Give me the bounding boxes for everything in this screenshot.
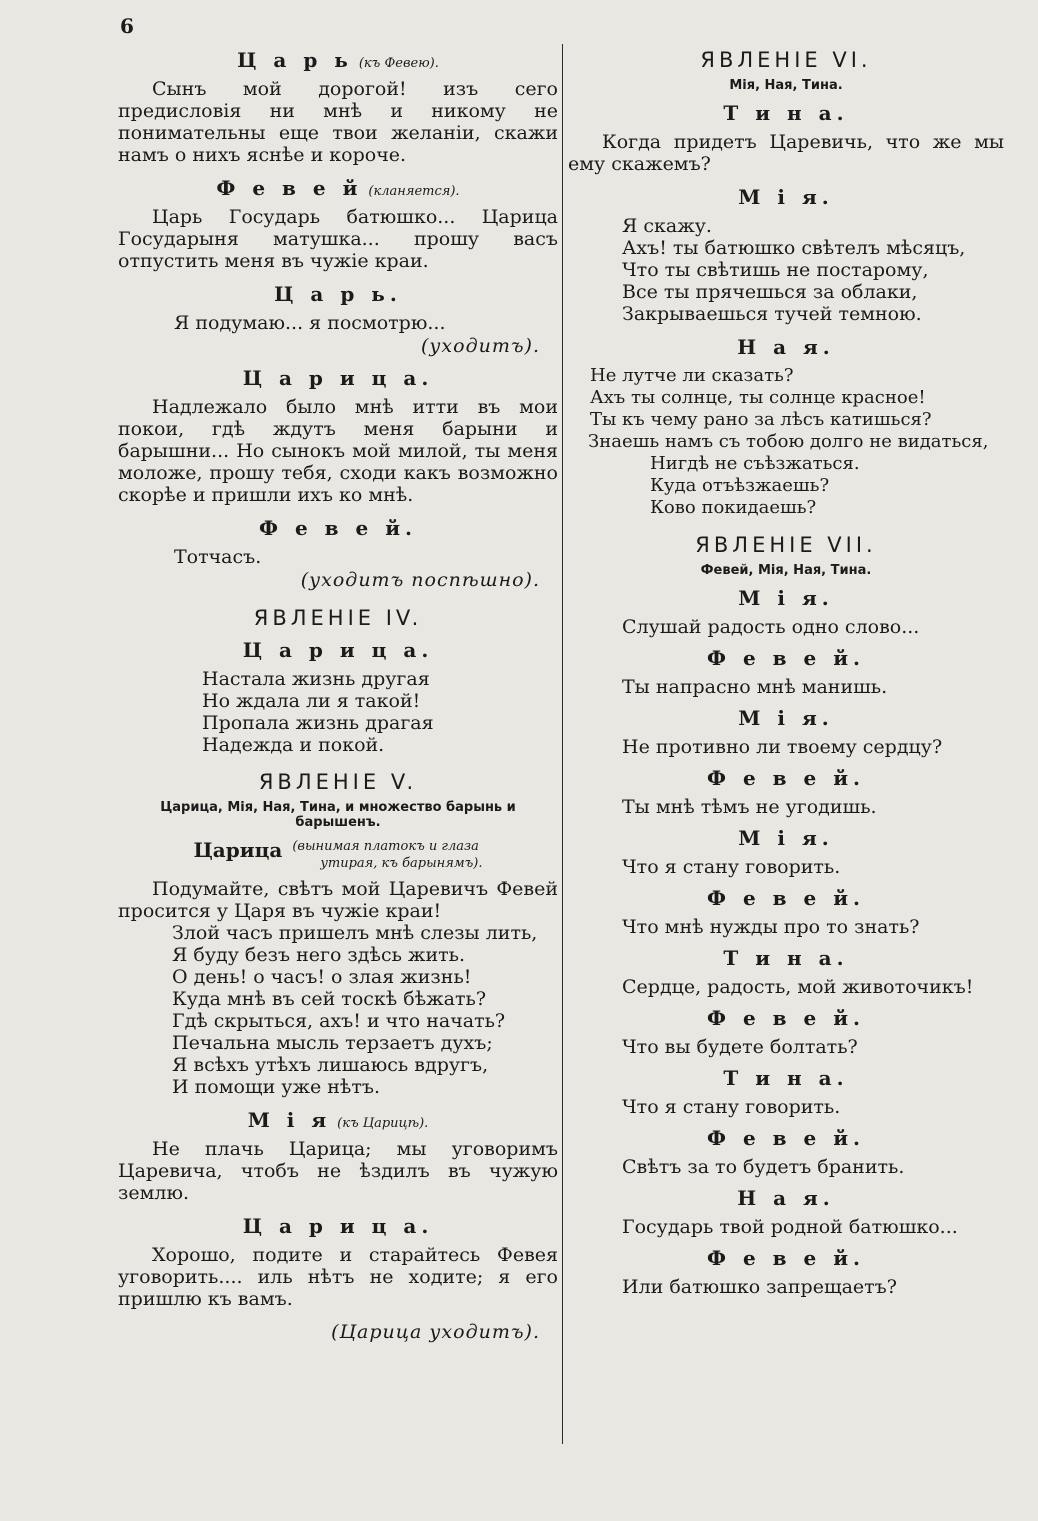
speaker-heading [118,176,558,200]
stage-direction: (Царица уходитъ). [331,1321,540,1343]
dialogue-line: Ты мнѣ тѣмъ не угодишь. [622,796,877,818]
speaker-heading [118,838,558,872]
scene-cast: Февей, Мія, Ная, Тина. [700,563,872,578]
speaker-heading: Ф е в е й. [707,766,865,790]
speaker-heading: Ф е в е й. [707,1126,865,1150]
dialogue-text: Не плачь Царица; мы уговоримъ Царевича, чтобъ не ѣздилъ въ чужую землю. [118,1138,558,1204]
verse-line: Ты къ чему рано за лѣсъ катишься? [590,409,932,430]
stage-direction: (кланяется). [368,184,460,199]
scene-cast: Мія, Ная, Тина. [729,78,843,93]
scene-cast: Царица, Мія, Ная, Тина, и множество барынь и барышенъ. [160,800,516,830]
dialogue-line: Что я стану говорить. [622,1096,841,1118]
verse-line: Я буду безъ него здѣсь жить. [172,944,466,966]
speaker-heading: М і я. [738,185,834,209]
verse-line: Печальна мысль терзаетъ духъ; [172,1032,493,1054]
dialogue-text: Когда придетъ Царевичь, что же мы ему скажемъ? [568,131,1004,175]
dialogue-line: Что я стану говорить. [622,856,841,878]
verse-line: Что ты свѣтишь не постарому, [622,259,929,281]
dialogue-text: Царь Государь батюшко... Царица Государыня матушка... прошу васъ отпустить меня въ чужіе краи. [118,206,558,272]
speaker-heading: Ф е в е й. [707,1246,865,1270]
stage-direction: (уходитъ). [421,335,540,357]
dialogue-line: Или батюшко запрещаетъ? [622,1276,897,1298]
dialogue-text: Подумайте, свѣтъ мой Царевичъ Февей просится у Царя въ чужіе краи! [118,878,558,922]
stage-direction: (къ Царицѣ). [337,1116,429,1131]
dialogue-line: Что мнѣ нужды про то знать? [622,916,920,938]
verse-line: Но ждала ли я такой! [202,690,421,712]
left-column [118,40,558,1352]
dialogue-text: Хорошо, подите и старайтесь Февея уговорить.... иль нѣтъ не ходите; я его пришлю къ вамъ. [118,1244,558,1310]
speaker-heading: Ф е в е й. [259,516,417,540]
right-column [568,48,1004,1306]
verse-line: И помощи уже нѣтъ. [172,1076,380,1098]
scene-title: ЯВЛЕНІЕ VII. [695,533,877,557]
speaker-heading: М і я. [738,706,834,730]
speaker-heading: Ц а р ь. [274,282,402,306]
speaker-name: Ц а р ь [237,48,353,72]
dialogue-line: Тотчасъ. [174,546,262,568]
verse-line: Знаешь намъ съ тобою долго не видаться, [588,431,989,452]
scene-title: ЯВЛЕНІЕ IV. [253,606,423,630]
speaker-heading: Ц а р и ц а. [242,366,434,390]
speaker-name: М і я [247,1108,332,1132]
verse-line: Пропала жизнь драгая [202,712,434,734]
dialogue-line: Что вы будете болтать? [622,1036,858,1058]
verse-block [568,215,1004,325]
speaker-heading [118,48,558,72]
dialogue-text: Надлежало было мнѣ итти въ мои покои, гдѣ ждутъ меня барыни и барышни... Но сынокъ мой милой, ты меня моложе, прошу тебя, сходи какъ возможно скорѣе и пришли ихъ ко мнѣ. [118,396,558,506]
verse-line: Надежда и покой. [202,734,385,756]
verse-block [568,365,1004,519]
speaker-heading: Н а я. [737,335,835,359]
verse-line: Ахъ ты солнце, ты солнце красное! [590,387,926,408]
stage-direction: (уходитъ поспѣшно). [300,569,540,591]
scene-title: ЯВЛЕНІЕ V. [258,770,418,794]
verse-block [118,922,558,1098]
speaker-heading: Н а я. [737,1186,835,1210]
verse-line: Ахъ! ты батюшко свѣтелъ мѣсяцъ, [622,237,966,259]
verse-line: Не лутче ли сказать? [590,365,794,386]
speaker-name: Царица [193,838,283,862]
verse-line: Я всѣхъ утѣхъ лишаюсь вдругъ, [172,1054,489,1076]
speaker-name: Ф е в е й [216,176,363,200]
dialogue-line: Ты напрасно мнѣ манишь. [622,676,888,698]
speaker-heading: М і я. [738,826,834,850]
dialogue-line: Сердце, радость, мой животочикъ! [622,976,974,998]
dialogue-line: Государь твой родной батюшко... [622,1216,958,1238]
verse-line: О день! о часъ! о злая жизнь! [172,966,472,988]
verse-block [118,668,558,756]
speaker-heading: Т и н а. [723,946,849,970]
dialogue-line: Я подумаю... я посмотрю... [174,312,446,334]
speaker-heading: М і я. [738,586,834,610]
verse-line: Куда мнѣ въ сей тоскѣ бѣжать? [172,988,487,1010]
verse-line: Злой часъ пришелъ мнѣ слезы лить, [172,922,538,944]
verse-line: Куда отъѣзжаешь? [650,475,830,496]
speaker-heading: Ф е в е й. [707,886,865,910]
column-divider [562,44,563,1444]
dialogue-line: Свѣтъ за то будетъ бранить. [622,1156,905,1178]
stage-direction [292,838,482,872]
stage-direction: (къ Февею). [358,56,439,71]
page-number: 6 [120,14,134,38]
scene-title: ЯВЛЕНІЕ VI. [700,48,872,72]
verse-line: Закрываешься тучей темною. [622,303,922,325]
speaker-heading: Т и н а. [723,1066,849,1090]
speaker-heading: Ф е в е й. [707,1006,865,1030]
verse-line: Настала жизнь другая [202,668,430,690]
speaker-heading [118,1108,558,1132]
verse-line: Нигдѣ не съѣзжаться. [650,453,860,474]
verse-line: Гдѣ скрыться, ахъ! и что начать? [172,1010,506,1032]
speaker-heading: Ц а р и ц а. [242,638,434,662]
verse-line: Все ты прячешься за облаки, [622,281,918,303]
verse-line: Ково покидаешь? [650,497,817,518]
dialogue-line: Не противно ли твоему сердцу? [622,736,943,758]
dialogue-text: Сынъ мой дорогой! изъ сего предисловія ни мнѣ и никому не понимательны еще твои желаніи, скажи намъ о нихъ яснѣе и короче. [118,78,558,166]
stage-direction-line: утирая, къ барынямъ). [320,856,483,871]
dialogue-line: Слушай радость одно слово... [622,616,920,638]
verse-line: Я скажу. [622,215,712,237]
speaker-heading: Ф е в е й. [707,646,865,670]
speaker-heading: Ц а р и ц а. [242,1214,434,1238]
stage-direction-line: (вынимая платокъ и глаза [292,839,479,854]
speaker-heading: Т и н а. [723,101,849,125]
